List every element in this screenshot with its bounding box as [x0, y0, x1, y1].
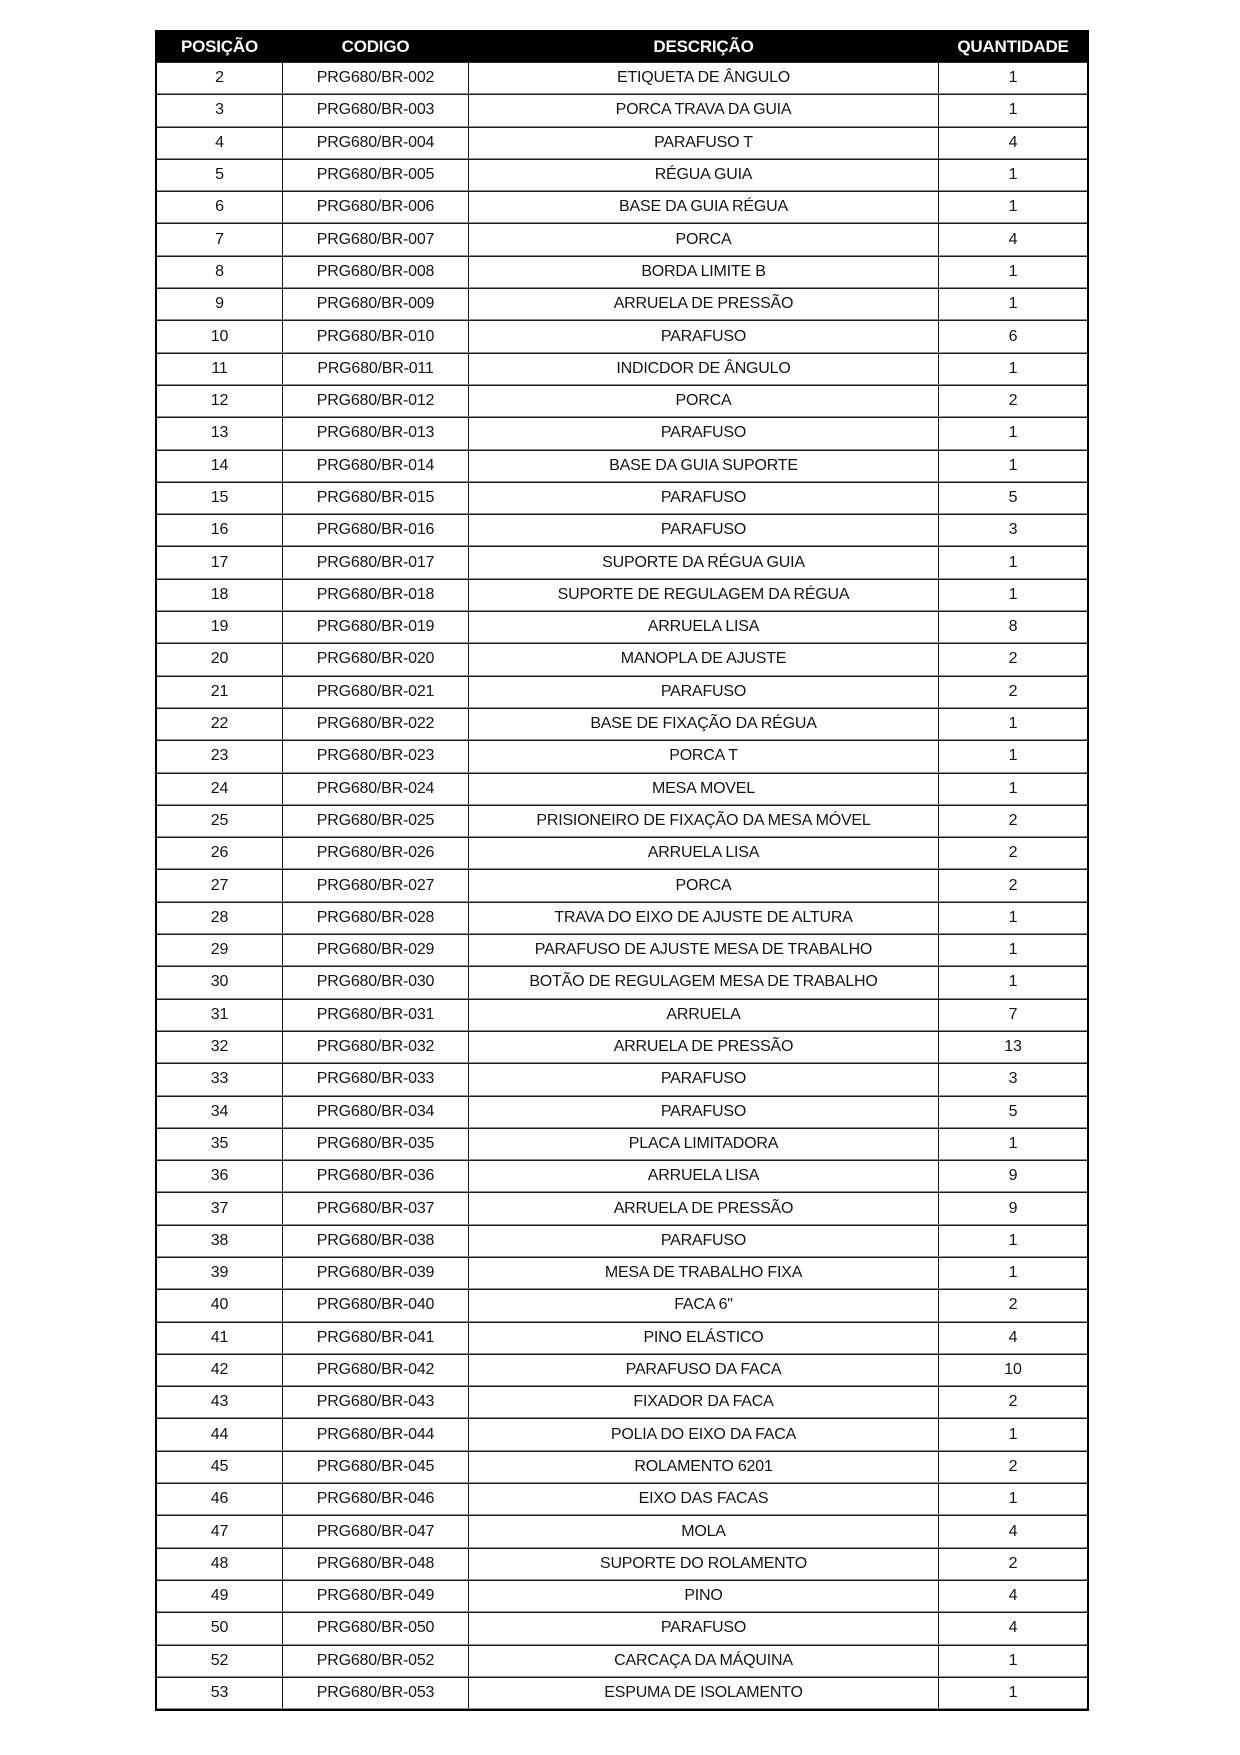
cell-descricao: PORCA TRAVA DA GUIA — [469, 94, 939, 126]
cell-codigo: PRG680/BR-013 — [283, 417, 469, 449]
cell-posicao: 47 — [157, 1515, 283, 1547]
cell-quantidade: 1 — [939, 450, 1087, 482]
cell-quantidade: 1 — [939, 1677, 1087, 1709]
cell-quantidade: 1 — [939, 94, 1087, 126]
table-row — [157, 1677, 1087, 1709]
table-row — [157, 1322, 1087, 1354]
cell-descricao: PINO ELÁSTICO — [469, 1322, 939, 1354]
column-header-descricao: DESCRIÇÃO — [469, 32, 939, 63]
table-row — [157, 1031, 1087, 1063]
cell-descricao: MANOPLA DE AJUSTE — [469, 643, 939, 675]
table-row — [157, 353, 1087, 385]
cell-descricao: PORCA T — [469, 740, 939, 772]
cell-posicao: 11 — [157, 353, 283, 385]
cell-posicao: 28 — [157, 902, 283, 934]
cell-descricao: PARAFUSO — [469, 1063, 939, 1095]
table-row — [157, 902, 1087, 934]
cell-codigo: PRG680/BR-018 — [283, 579, 469, 611]
cell-posicao: 16 — [157, 514, 283, 546]
cell-quantidade: 1 — [939, 288, 1087, 320]
table-row — [157, 450, 1087, 482]
table-row — [157, 676, 1087, 708]
cell-codigo: PRG680/BR-035 — [283, 1128, 469, 1160]
cell-posicao: 30 — [157, 966, 283, 998]
cell-posicao: 18 — [157, 579, 283, 611]
cell-descricao: PARAFUSO — [469, 482, 939, 514]
cell-quantidade: 1 — [939, 966, 1087, 998]
table-row — [157, 1225, 1087, 1257]
cell-descricao: ROLAMENTO 6201 — [469, 1451, 939, 1483]
table-row — [157, 1580, 1087, 1612]
cell-descricao: ARRUELA DE PRESSÃO — [469, 288, 939, 320]
cell-posicao: 49 — [157, 1580, 283, 1612]
table-body — [157, 63, 1087, 1709]
cell-posicao: 5 — [157, 159, 283, 191]
cell-descricao: ETIQUETA DE ÂNGULO — [469, 63, 939, 94]
cell-posicao: 48 — [157, 1548, 283, 1580]
cell-codigo: PRG680/BR-014 — [283, 450, 469, 482]
cell-quantidade: 2 — [939, 1386, 1087, 1418]
cell-descricao: PARAFUSO — [469, 514, 939, 546]
cell-posicao: 39 — [157, 1257, 283, 1289]
cell-posicao: 20 — [157, 643, 283, 675]
cell-codigo: PRG680/BR-042 — [283, 1354, 469, 1386]
cell-descricao: INDICDOR DE ÂNGULO — [469, 353, 939, 385]
column-header-quantidade: QUANTIDADE — [939, 32, 1087, 63]
cell-quantidade: 1 — [939, 708, 1087, 740]
cell-descricao: PRISIONEIRO DE FIXAÇÃO DA MESA MÓVEL — [469, 805, 939, 837]
table-row — [157, 288, 1087, 320]
cell-posicao: 13 — [157, 417, 283, 449]
cell-codigo: PRG680/BR-033 — [283, 1063, 469, 1095]
cell-quantidade: 4 — [939, 1322, 1087, 1354]
cell-descricao: MOLA — [469, 1515, 939, 1547]
cell-quantidade: 1 — [939, 1225, 1087, 1257]
cell-descricao: TRAVA DO EIXO DE AJUSTE DE ALTURA — [469, 902, 939, 934]
cell-codigo: PRG680/BR-024 — [283, 773, 469, 805]
cell-posicao: 19 — [157, 611, 283, 643]
cell-descricao: PARAFUSO — [469, 1096, 939, 1128]
cell-quantidade: 1 — [939, 1645, 1087, 1677]
cell-descricao: EIXO DAS FACAS — [469, 1483, 939, 1515]
cell-codigo: PRG680/BR-023 — [283, 740, 469, 772]
cell-quantidade: 1 — [939, 773, 1087, 805]
cell-posicao: 10 — [157, 320, 283, 352]
table-row — [157, 966, 1087, 998]
cell-descricao: PINO — [469, 1580, 939, 1612]
cell-quantidade: 4 — [939, 1515, 1087, 1547]
cell-quantidade: 4 — [939, 127, 1087, 159]
table-row — [157, 999, 1087, 1031]
cell-descricao: PARAFUSO — [469, 320, 939, 352]
table-row — [157, 1386, 1087, 1418]
cell-quantidade: 2 — [939, 643, 1087, 675]
cell-posicao: 21 — [157, 676, 283, 708]
cell-codigo: PRG680/BR-025 — [283, 805, 469, 837]
cell-codigo: PRG680/BR-007 — [283, 223, 469, 255]
table-row — [157, 611, 1087, 643]
cell-codigo: PRG680/BR-016 — [283, 514, 469, 546]
cell-quantidade: 6 — [939, 320, 1087, 352]
cell-posicao: 32 — [157, 1031, 283, 1063]
cell-quantidade: 1 — [939, 1418, 1087, 1450]
table-row — [157, 643, 1087, 675]
cell-codigo: PRG680/BR-028 — [283, 902, 469, 934]
cell-posicao: 44 — [157, 1418, 283, 1450]
cell-quantidade: 1 — [939, 353, 1087, 385]
table-row — [157, 579, 1087, 611]
cell-descricao: PARAFUSO DA FACA — [469, 1354, 939, 1386]
table-row — [157, 1354, 1087, 1386]
cell-posicao: 37 — [157, 1192, 283, 1224]
cell-posicao: 8 — [157, 256, 283, 288]
table-row — [157, 708, 1087, 740]
cell-descricao: MESA DE TRABALHO FIXA — [469, 1257, 939, 1289]
cell-codigo: PRG680/BR-031 — [283, 999, 469, 1031]
cell-quantidade: 13 — [939, 1031, 1087, 1063]
cell-quantidade: 1 — [939, 579, 1087, 611]
cell-posicao: 43 — [157, 1386, 283, 1418]
cell-codigo: PRG680/BR-027 — [283, 869, 469, 901]
table-row — [157, 320, 1087, 352]
cell-codigo: PRG680/BR-009 — [283, 288, 469, 320]
cell-descricao: MESA MOVEL — [469, 773, 939, 805]
cell-codigo: PRG680/BR-017 — [283, 546, 469, 578]
cell-posicao: 53 — [157, 1677, 283, 1709]
table-row — [157, 805, 1087, 837]
cell-descricao: BASE DA GUIA RÉGUA — [469, 191, 939, 223]
table-row — [157, 223, 1087, 255]
table-row — [157, 127, 1087, 159]
cell-posicao: 22 — [157, 708, 283, 740]
cell-quantidade: 1 — [939, 191, 1087, 223]
cell-descricao: SUPORTE DO ROLAMENTO — [469, 1548, 939, 1580]
cell-posicao: 26 — [157, 837, 283, 869]
cell-posicao: 36 — [157, 1160, 283, 1192]
cell-posicao: 25 — [157, 805, 283, 837]
table-row — [157, 1160, 1087, 1192]
table-row — [157, 514, 1087, 546]
table-row — [157, 740, 1087, 772]
table-header-row — [157, 32, 1087, 63]
cell-quantidade: 1 — [939, 63, 1087, 94]
cell-descricao: SUPORTE DE REGULAGEM DA RÉGUA — [469, 579, 939, 611]
cell-descricao: SUPORTE DA RÉGUA GUIA — [469, 546, 939, 578]
cell-quantidade: 4 — [939, 1580, 1087, 1612]
cell-codigo: PRG680/BR-019 — [283, 611, 469, 643]
cell-descricao: FACA 6" — [469, 1289, 939, 1321]
cell-descricao: ARRUELA — [469, 999, 939, 1031]
cell-descricao: PARAFUSO T — [469, 127, 939, 159]
table-row — [157, 1612, 1087, 1644]
cell-quantidade: 4 — [939, 1612, 1087, 1644]
cell-codigo: PRG680/BR-008 — [283, 256, 469, 288]
cell-posicao: 12 — [157, 385, 283, 417]
cell-quantidade: 1 — [939, 740, 1087, 772]
cell-descricao: ARRUELA DE PRESSÃO — [469, 1192, 939, 1224]
cell-codigo: PRG680/BR-037 — [283, 1192, 469, 1224]
table-row — [157, 191, 1087, 223]
cell-posicao: 27 — [157, 869, 283, 901]
table-row — [157, 256, 1087, 288]
cell-codigo: PRG680/BR-026 — [283, 837, 469, 869]
cell-codigo: PRG680/BR-022 — [283, 708, 469, 740]
table-row — [157, 63, 1087, 94]
cell-posicao: 15 — [157, 482, 283, 514]
cell-posicao: 23 — [157, 740, 283, 772]
cell-quantidade: 1 — [939, 159, 1087, 191]
cell-codigo: PRG680/BR-006 — [283, 191, 469, 223]
cell-posicao: 6 — [157, 191, 283, 223]
cell-codigo: PRG680/BR-041 — [283, 1322, 469, 1354]
cell-quantidade: 3 — [939, 514, 1087, 546]
cell-posicao: 38 — [157, 1225, 283, 1257]
cell-codigo: PRG680/BR-039 — [283, 1257, 469, 1289]
cell-codigo: PRG680/BR-047 — [283, 1515, 469, 1547]
cell-codigo: PRG680/BR-002 — [283, 63, 469, 94]
cell-codigo: PRG680/BR-052 — [283, 1645, 469, 1677]
cell-codigo: PRG680/BR-046 — [283, 1483, 469, 1515]
cell-codigo: PRG680/BR-044 — [283, 1418, 469, 1450]
column-header-codigo: CODIGO — [283, 32, 469, 63]
table-row — [157, 1515, 1087, 1547]
table-row — [157, 837, 1087, 869]
cell-codigo: PRG680/BR-045 — [283, 1451, 469, 1483]
cell-posicao: 33 — [157, 1063, 283, 1095]
cell-quantidade: 10 — [939, 1354, 1087, 1386]
cell-posicao: 46 — [157, 1483, 283, 1515]
cell-quantidade: 3 — [939, 1063, 1087, 1095]
cell-quantidade: 2 — [939, 676, 1087, 708]
cell-quantidade: 7 — [939, 999, 1087, 1031]
cell-codigo: PRG680/BR-003 — [283, 94, 469, 126]
cell-quantidade: 9 — [939, 1192, 1087, 1224]
cell-codigo: PRG680/BR-021 — [283, 676, 469, 708]
cell-descricao: PARAFUSO DE AJUSTE MESA DE TRABALHO — [469, 934, 939, 966]
cell-posicao: 50 — [157, 1612, 283, 1644]
cell-codigo: PRG680/BR-034 — [283, 1096, 469, 1128]
cell-codigo: PRG680/BR-053 — [283, 1677, 469, 1709]
cell-codigo: PRG680/BR-020 — [283, 643, 469, 675]
column-header-posicao: POSIÇÃO — [157, 32, 283, 63]
cell-quantidade: 5 — [939, 482, 1087, 514]
cell-descricao: PORCA — [469, 869, 939, 901]
cell-descricao: PORCA — [469, 223, 939, 255]
cell-posicao: 35 — [157, 1128, 283, 1160]
cell-quantidade: 2 — [939, 869, 1087, 901]
cell-codigo: PRG680/BR-043 — [283, 1386, 469, 1418]
cell-descricao: PARAFUSO — [469, 1225, 939, 1257]
cell-descricao: PARAFUSO — [469, 417, 939, 449]
cell-codigo: PRG680/BR-050 — [283, 1612, 469, 1644]
cell-descricao: ESPUMA DE ISOLAMENTO — [469, 1677, 939, 1709]
table-row — [157, 1548, 1087, 1580]
cell-codigo: PRG680/BR-032 — [283, 1031, 469, 1063]
cell-posicao: 40 — [157, 1289, 283, 1321]
cell-descricao: ARRUELA LISA — [469, 1160, 939, 1192]
cell-codigo: PRG680/BR-048 — [283, 1548, 469, 1580]
table-row — [157, 934, 1087, 966]
table-row — [157, 1128, 1087, 1160]
cell-quantidade: 4 — [939, 223, 1087, 255]
cell-posicao: 3 — [157, 94, 283, 126]
table-row — [157, 1192, 1087, 1224]
cell-quantidade: 1 — [939, 1257, 1087, 1289]
cell-codigo: PRG680/BR-005 — [283, 159, 469, 191]
table-row — [157, 1257, 1087, 1289]
table-row — [157, 159, 1087, 191]
cell-quantidade: 5 — [939, 1096, 1087, 1128]
cell-posicao: 42 — [157, 1354, 283, 1386]
parts-list-table — [155, 30, 1089, 1711]
cell-posicao: 52 — [157, 1645, 283, 1677]
cell-posicao: 45 — [157, 1451, 283, 1483]
cell-quantidade: 1 — [939, 417, 1087, 449]
cell-descricao: ARRUELA LISA — [469, 611, 939, 643]
cell-quantidade: 8 — [939, 611, 1087, 643]
cell-posicao: 14 — [157, 450, 283, 482]
cell-descricao: RÉGUA GUIA — [469, 159, 939, 191]
table-row — [157, 1483, 1087, 1515]
cell-posicao: 24 — [157, 773, 283, 805]
cell-descricao: FIXADOR DA FACA — [469, 1386, 939, 1418]
cell-descricao: ARRUELA DE PRESSÃO — [469, 1031, 939, 1063]
cell-codigo: PRG680/BR-036 — [283, 1160, 469, 1192]
cell-quantidade: 1 — [939, 546, 1087, 578]
cell-posicao: 17 — [157, 546, 283, 578]
cell-descricao: PORCA — [469, 385, 939, 417]
cell-posicao: 7 — [157, 223, 283, 255]
table-row — [157, 482, 1087, 514]
cell-codigo: PRG680/BR-038 — [283, 1225, 469, 1257]
cell-quantidade: 2 — [939, 1548, 1087, 1580]
cell-quantidade: 1 — [939, 934, 1087, 966]
table-row — [157, 417, 1087, 449]
cell-codigo: PRG680/BR-011 — [283, 353, 469, 385]
cell-quantidade: 1 — [939, 1483, 1087, 1515]
cell-quantidade: 1 — [939, 1128, 1087, 1160]
cell-posicao: 31 — [157, 999, 283, 1031]
cell-quantidade: 2 — [939, 805, 1087, 837]
cell-posicao: 29 — [157, 934, 283, 966]
cell-quantidade: 1 — [939, 902, 1087, 934]
table-row — [157, 773, 1087, 805]
cell-quantidade: 2 — [939, 1451, 1087, 1483]
cell-descricao: PARAFUSO — [469, 1612, 939, 1644]
cell-descricao: BASE DE FIXAÇÃO DA RÉGUA — [469, 708, 939, 740]
cell-codigo: PRG680/BR-010 — [283, 320, 469, 352]
table-row — [157, 1645, 1087, 1677]
cell-posicao: 4 — [157, 127, 283, 159]
cell-posicao: 34 — [157, 1096, 283, 1128]
cell-posicao: 2 — [157, 63, 283, 94]
cell-descricao: POLIA DO EIXO DA FACA — [469, 1418, 939, 1450]
cell-codigo: PRG680/BR-030 — [283, 966, 469, 998]
cell-quantidade: 2 — [939, 1289, 1087, 1321]
cell-codigo: PRG680/BR-012 — [283, 385, 469, 417]
table-row — [157, 869, 1087, 901]
table-row — [157, 546, 1087, 578]
cell-descricao: BOTÃO DE REGULAGEM MESA DE TRABALHO — [469, 966, 939, 998]
cell-codigo: PRG680/BR-029 — [283, 934, 469, 966]
table-row — [157, 1289, 1087, 1321]
cell-codigo: PRG680/BR-040 — [283, 1289, 469, 1321]
table-row — [157, 1096, 1087, 1128]
cell-quantidade: 1 — [939, 256, 1087, 288]
cell-codigo: PRG680/BR-004 — [283, 127, 469, 159]
cell-descricao: ARRUELA LISA — [469, 837, 939, 869]
cell-descricao: CARCAÇA DA MÁQUINA — [469, 1645, 939, 1677]
cell-quantidade: 2 — [939, 385, 1087, 417]
cell-descricao: PARAFUSO — [469, 676, 939, 708]
cell-descricao: BORDA LIMITE B — [469, 256, 939, 288]
cell-quantidade: 2 — [939, 837, 1087, 869]
table-row — [157, 1063, 1087, 1095]
cell-descricao: PLACA LIMITADORA — [469, 1128, 939, 1160]
cell-posicao: 9 — [157, 288, 283, 320]
cell-posicao: 41 — [157, 1322, 283, 1354]
table-row — [157, 1451, 1087, 1483]
table-row — [157, 1418, 1087, 1450]
cell-codigo: PRG680/BR-049 — [283, 1580, 469, 1612]
table-row — [157, 385, 1087, 417]
cell-descricao: BASE DA GUIA SUPORTE — [469, 450, 939, 482]
table-row — [157, 94, 1087, 126]
cell-quantidade: 9 — [939, 1160, 1087, 1192]
cell-codigo: PRG680/BR-015 — [283, 482, 469, 514]
